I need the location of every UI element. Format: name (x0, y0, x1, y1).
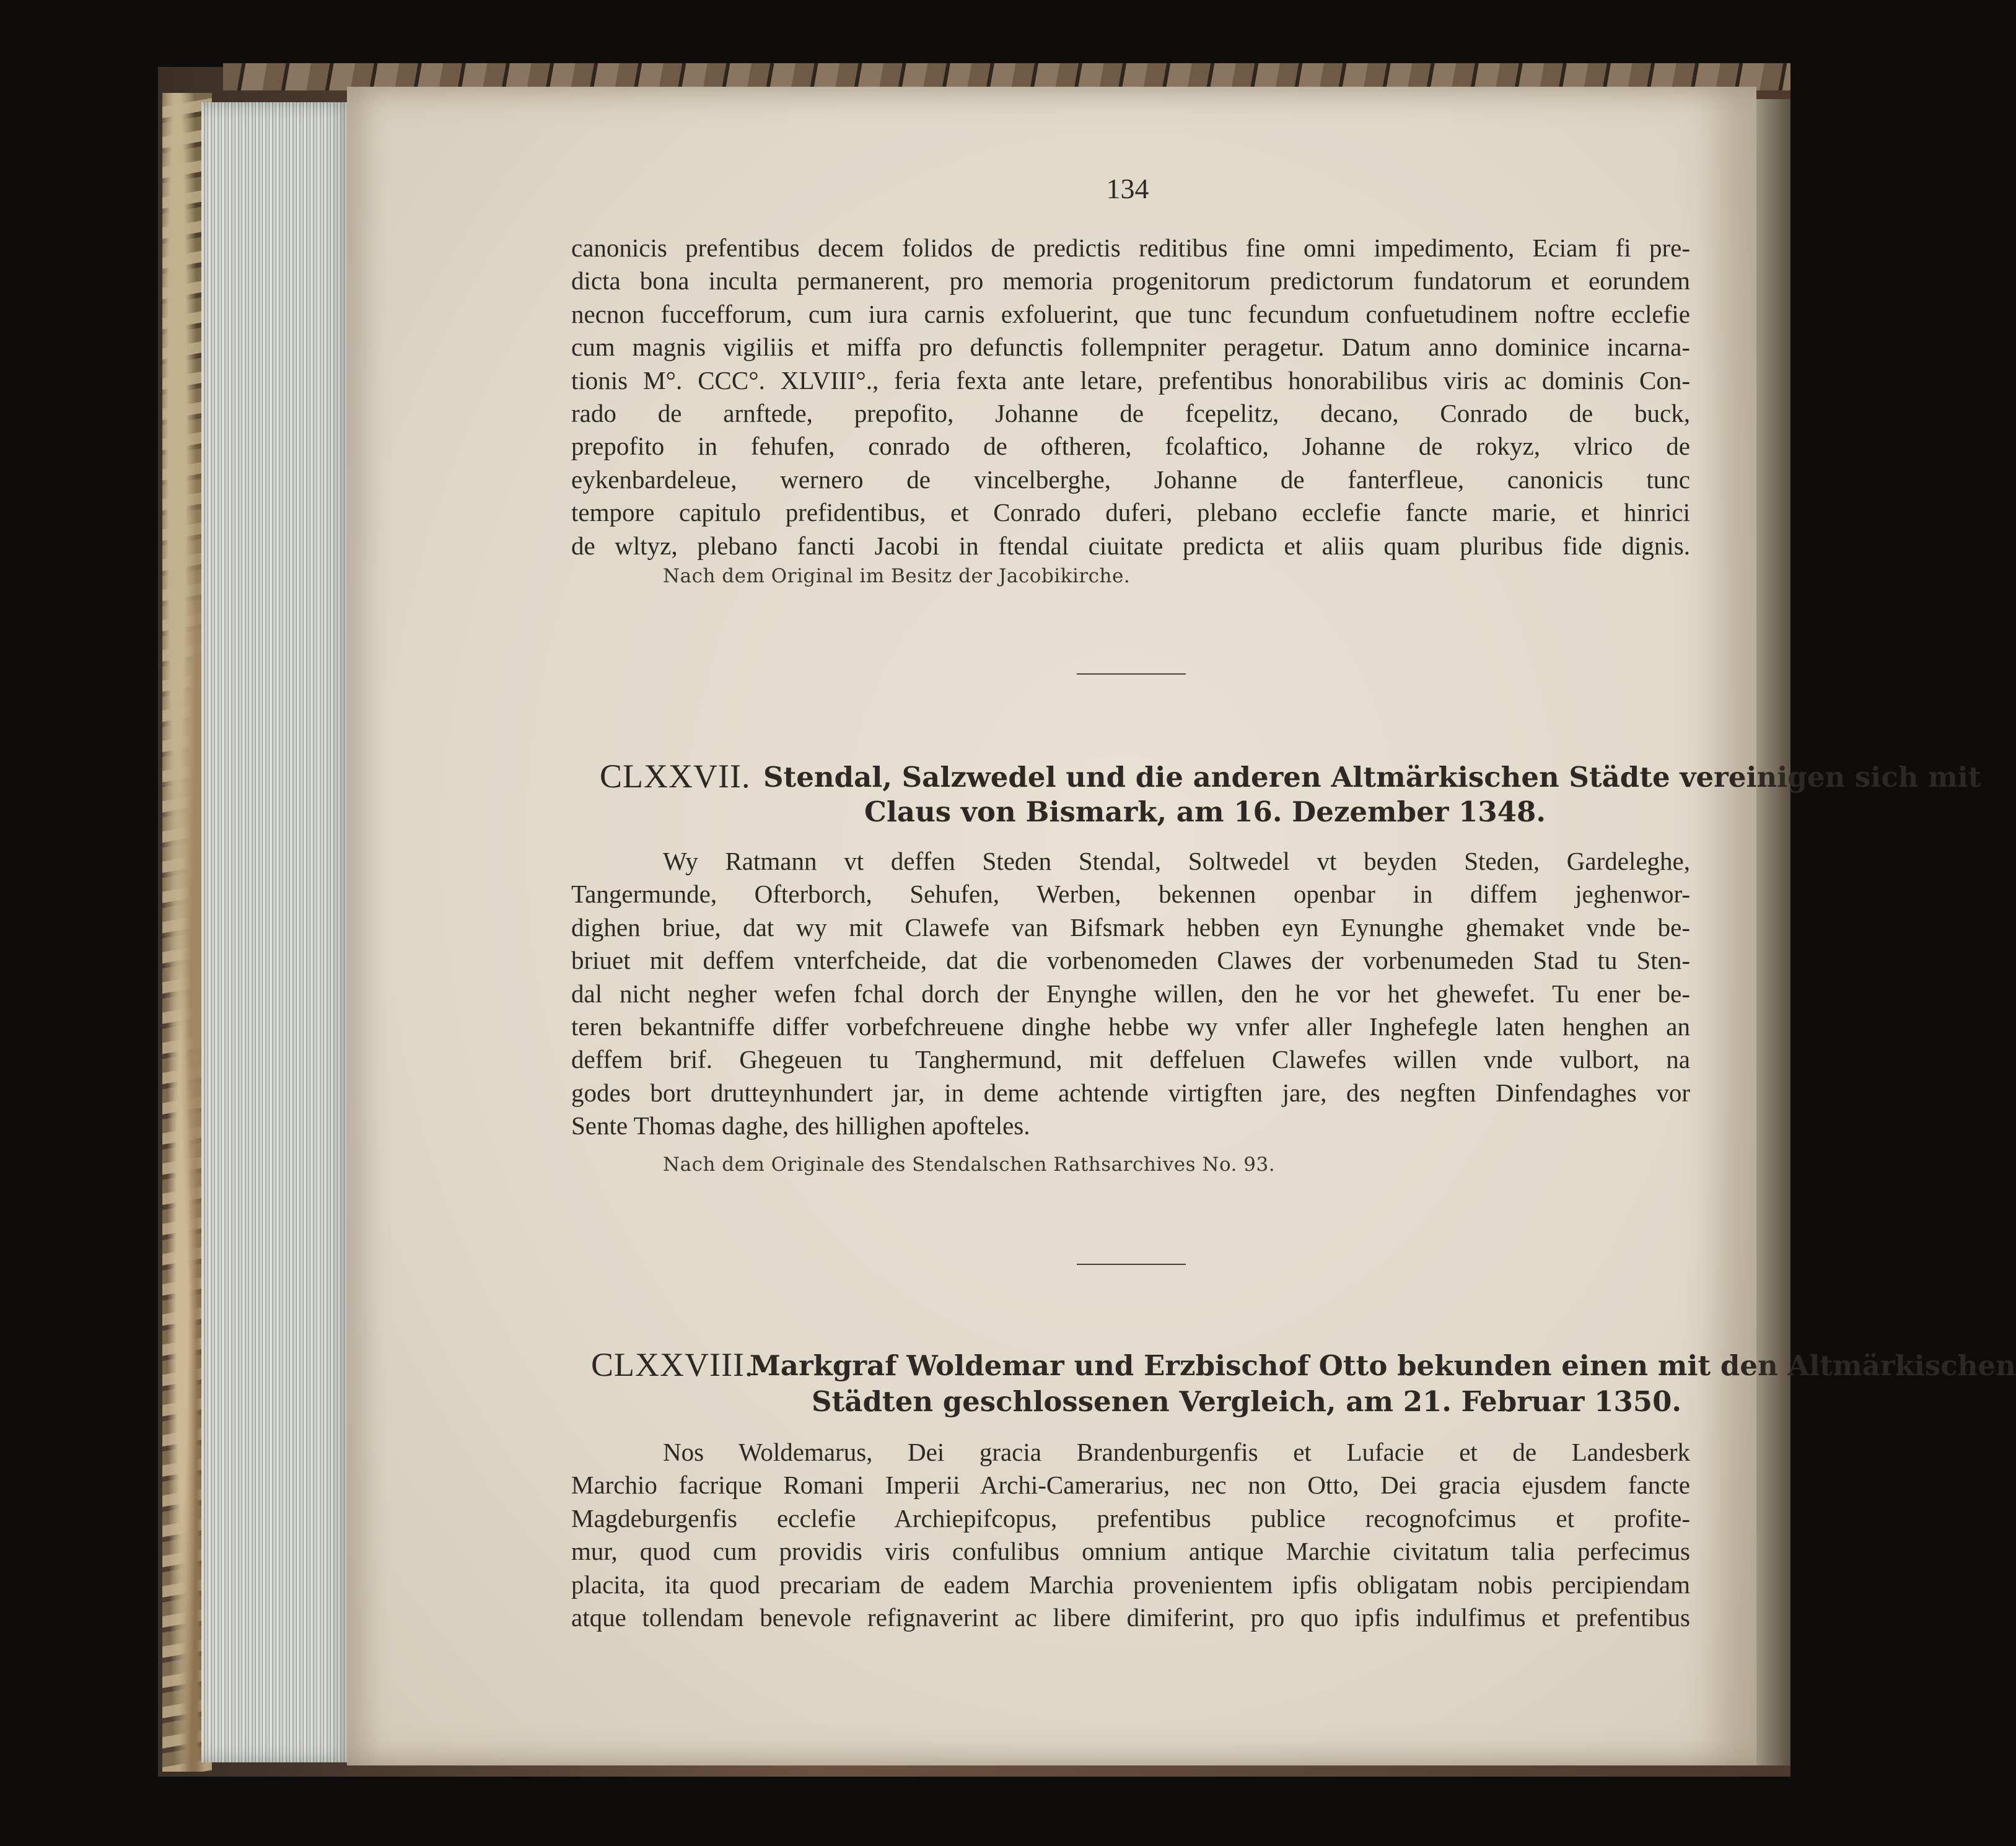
text-line: tempore capitulo prefidentibus, et Conrado duferi, plebano ecclefie fancte marie, et hinrici (571, 498, 1690, 527)
text-line: briuet mit deffem vnterfcheide, dat die vorbenomeden Clawes der vorbenumeden Stad tu Sten- (571, 946, 1690, 975)
charter-title: Markgraf Woldemar und Erzbischof Otto bekunden einen mit den Altmärkischen (750, 1349, 2016, 1382)
text-line: godes bort drutteynhundert jar, in deme achtende virtigften jare, des negften Dinfendaghes vor (571, 1078, 1690, 1107)
text-line: Magdeburgenfis ecclefie Archiepifcopus, prefentibus publice recognofcimus et profite- (571, 1503, 1690, 1533)
text-line: eykenbardeleue, wernero de vincelberghe, Johanne de fanterfleue, canonicis tunc (571, 465, 1690, 494)
text-line: Tangermunde, Ofterborch, Sehufen, Werben, bekennen openbar in diffem jeghenwor- (571, 880, 1690, 909)
section-divider (1077, 673, 1186, 675)
text-line: tionis M°. CCC°. XLVIII°., feria fexta ante letare, prefentibus honorabilibus viris ac dominis Con- (571, 365, 1690, 395)
charter-number: CLXXVII. (600, 758, 751, 795)
text-line: canonicis prefentibus decem folidos de predictis reditibus fine omni impedimento, Eciam fi pre- (571, 234, 1690, 262)
text-line: necnon fuccefforum, cum iura carnis exfoluerint, que tunc fecundum confuetudinem noftre ecclefie (571, 299, 1690, 328)
charter-text (571, 1436, 1690, 1634)
charter-tail-text (571, 232, 1690, 562)
source-note: Nach dem Original im Besitz der Jacobikirche. (663, 565, 1131, 587)
charter-number: CLXXVIII. (591, 1346, 754, 1383)
text-line: Nos Woldemarus, Dei gracia Brandenburgenfis et Lufacie et de Landesberk (663, 1438, 1690, 1466)
text-line: rado de arnftede, prepofito, Johanne de fcepelitz, decano, Conrado de buck, (571, 399, 1690, 428)
text-line: prepofito in fehufen, conrado de oftheren, fcolaftico, Johanne de rokyz, vlrico de (571, 432, 1690, 461)
text-line: Sente Thomas daghe, des hillighen apofteles. (571, 1111, 1030, 1140)
text-line: teren bekantniffe differ vorbefchreuene dinghe hebbe wy vnfer aller Inghefegle laten henghen an (571, 1012, 1690, 1041)
text-line: atque tollendam benevole refignaverint ac libere dimiferint, pro quo ipfis indulfimus et prefentibus (571, 1603, 1690, 1632)
source-note: Nach dem Originale des Stendalschen Rathsarchives No. 93. (663, 1153, 1276, 1176)
page-number: 134 (1106, 173, 1149, 204)
text-line: dicta bona inculta permanerent, pro memoria progenitorum predictorum fundatorum et eorundem (571, 266, 1690, 295)
text-line: dighen briue, dat wy mit Clawefe van Bifsmark hebben eyn Eynunghe ghemaket vnde be- (571, 912, 1690, 942)
facing-page-edge (1756, 99, 1790, 1765)
charter-title: Städten geschlossenen Vergleich, am 21. Februar 1350. (812, 1385, 1682, 1418)
text-line: deffem brif. Ghegeuen tu Tanghermund, mit deffeluen Clawefes willen vnde vulbort, na (571, 1045, 1690, 1074)
charter-title: Stendal, Salzwedel und die anderen Altmärkischen Städte vereinigen sich mit (763, 761, 1981, 794)
text-line: placita, ita quod precariam de eadem Marchia provenientem ipfis obligatam nobis percipiendam (571, 1570, 1690, 1599)
text-line: dal nicht negher wefen fchal dorch der Enynghe willen, den he vor het ghewefet. Tu ener be- (571, 979, 1690, 1008)
text-line: cum magnis vigiliis et miffa pro defunctis follempniter peragetur. Datum anno dominice incarna- (571, 333, 1690, 362)
section-divider (1077, 1264, 1186, 1265)
text-line: Wy Ratmann vt deffen Steden Stendal, Soltwedel vt beyden Steden, Gardeleghe, (663, 847, 1690, 875)
text-line: Marchio facrique Romani Imperii Archi-Camerarius, nec non Otto, Dei gracia ejusdem fancte (571, 1471, 1690, 1500)
text-line: mur, quod cum providis viris confulibus omnium antique Marchie civitatum talia perfecimus (571, 1537, 1690, 1566)
page-stack (201, 102, 356, 1762)
charter-text (571, 845, 1690, 1143)
text-line: de wltyz, plebano fancti Jacobi in ftendal ciuitate predicta et aliis quam pluribus fide dignis. (571, 531, 1690, 560)
charter-title: Claus von Bismark, am 16. Dezember 1348. (864, 795, 1546, 828)
